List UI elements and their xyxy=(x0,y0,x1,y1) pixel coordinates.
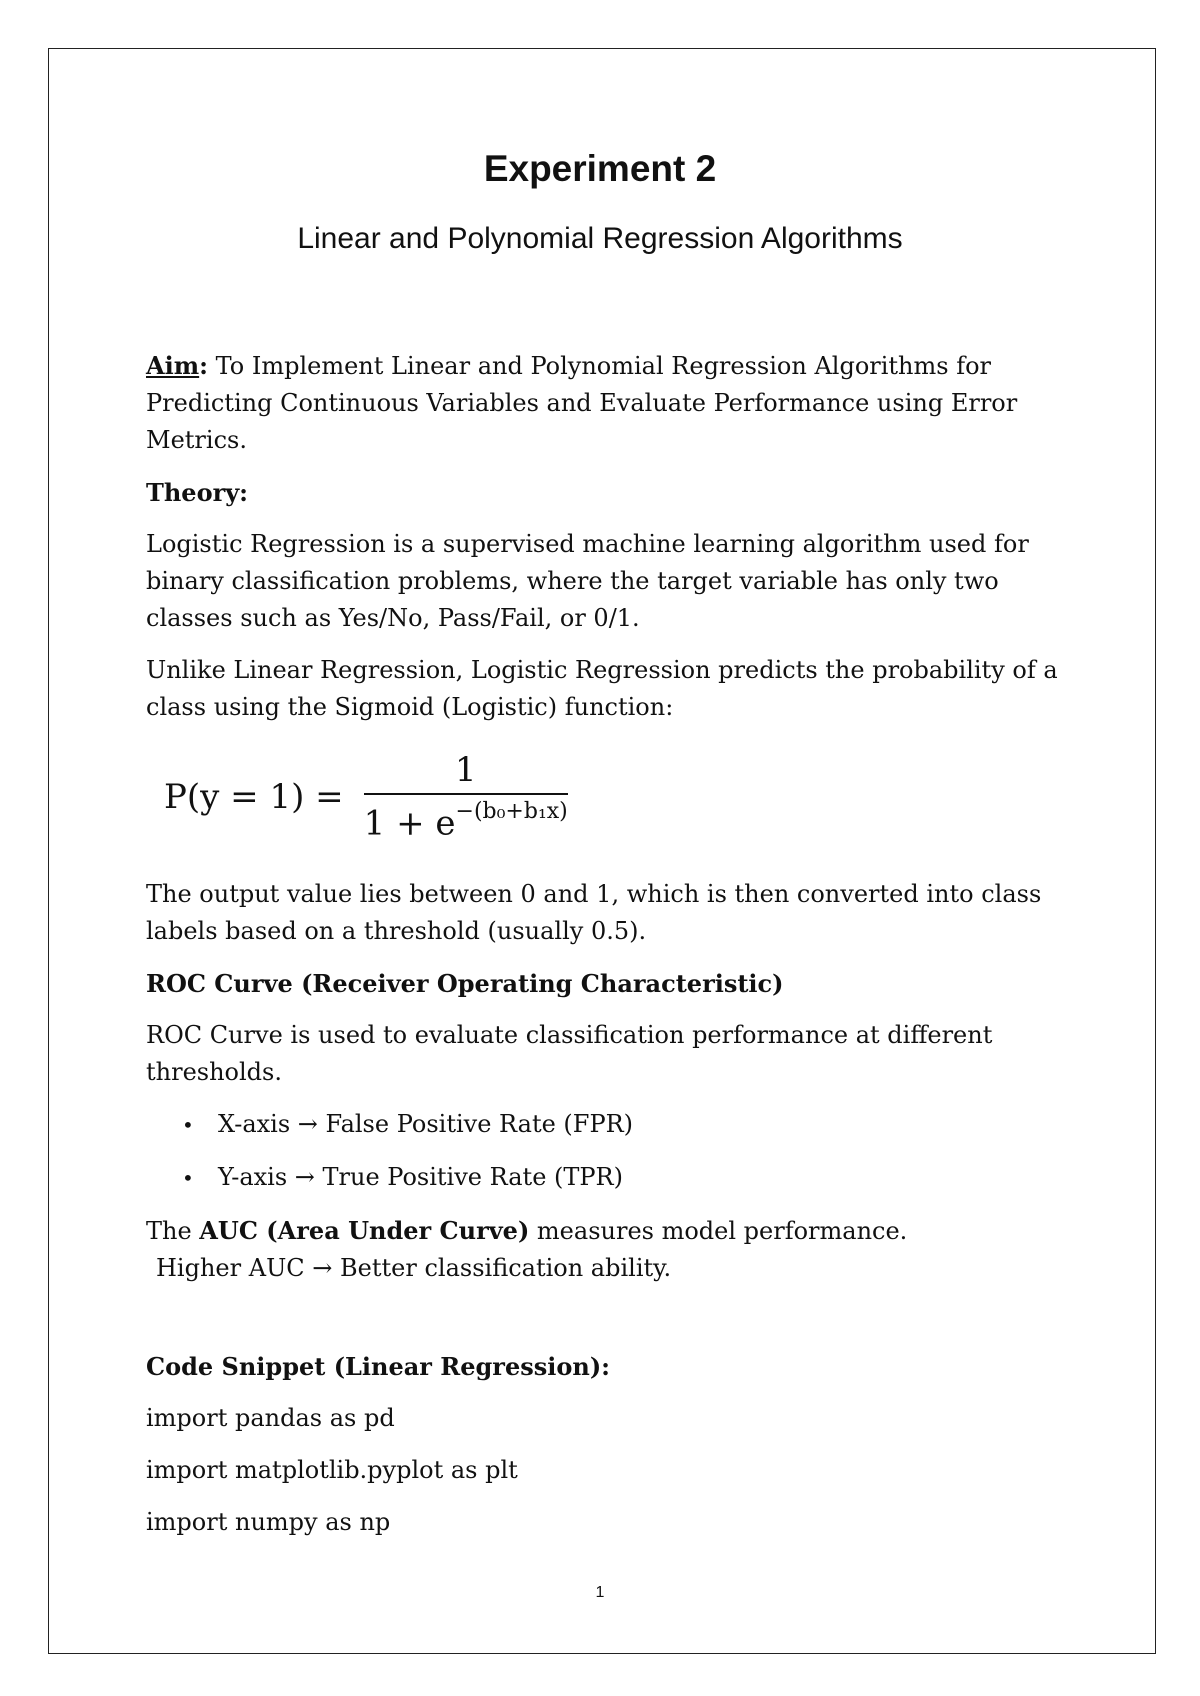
document-body xyxy=(146,347,1076,1556)
formula-denominator xyxy=(364,795,568,842)
aim-text: To Implement Linear and Polynomial Regression Algorithms for Predicting Continuous Variables and Evaluate Performance using Error Metrics. xyxy=(146,352,1018,454)
aim-paragraph xyxy=(146,347,1076,459)
code-snippet xyxy=(146,1400,1076,1541)
bullet-icon: • xyxy=(182,1166,194,1191)
list-item xyxy=(182,1159,1076,1197)
bullet-text: Y-axis → True Positive Rate (TPR) xyxy=(218,1163,623,1192)
formula-exponent: −(b₀+b₁x) xyxy=(455,799,568,824)
formula-numerator: 1 xyxy=(454,750,477,790)
theory-paragraph-3: The output value lies between 0 and 1, which is then converted into class labels based on a threshold (usually 0.5). xyxy=(146,880,1042,946)
document-subtitle: Linear and Polynomial Regression Algorithms xyxy=(297,222,903,255)
sigmoid-formula xyxy=(164,752,1076,842)
theory-heading: Theory: xyxy=(146,478,249,507)
roc-bullet-list xyxy=(146,1106,1076,1197)
list-item xyxy=(182,1106,1076,1144)
spacer xyxy=(146,1302,1076,1348)
roc-heading: ROC Curve (Receiver Operating Characteristic) xyxy=(146,969,784,999)
aim-colon: : xyxy=(199,351,208,380)
formula-denominator-base: 1 + e xyxy=(363,803,456,844)
bullet-text: X-axis → False Positive Rate (FPR) xyxy=(218,1110,634,1139)
document-title: Experiment 2 xyxy=(483,148,717,189)
auc-suffix: measures model performance. xyxy=(529,1217,908,1246)
formula-lhs: P(y = 1) = xyxy=(164,776,344,817)
code-heading: Code Snippet (Linear Regression): xyxy=(146,1352,611,1382)
bullet-icon: • xyxy=(182,1113,194,1138)
aim-label: Aim xyxy=(146,351,200,380)
formula-fraction xyxy=(364,752,568,842)
theory-paragraph-2: Unlike Linear Regression, Logistic Regression predicts the probability of a class using the Sigmoid (Logistic) function: xyxy=(146,656,1058,721)
auc-line-1 xyxy=(146,1212,1076,1250)
code-line: import matplotlib.pyplot as plt xyxy=(146,1456,518,1485)
code-line: import numpy as np xyxy=(146,1508,391,1537)
code-line: import pandas as pd xyxy=(146,1404,395,1433)
page-number: 1 xyxy=(595,1584,605,1601)
theory-paragraph-1: Logistic Regression is a supervised machine learning algorithm used for binary classification problems, where the target variable has only two classes such as Yes/No, Pass/Fail, or 0/1. xyxy=(146,530,1029,632)
auc-bold-term: AUC (Area Under Curve) xyxy=(199,1216,530,1246)
roc-paragraph: ROC Curve is used to evaluate classification performance at different thresholds. xyxy=(146,1021,993,1087)
auc-prefix: The xyxy=(146,1217,200,1246)
auc-line-2: Higher AUC → Better classification ability. xyxy=(156,1254,672,1283)
